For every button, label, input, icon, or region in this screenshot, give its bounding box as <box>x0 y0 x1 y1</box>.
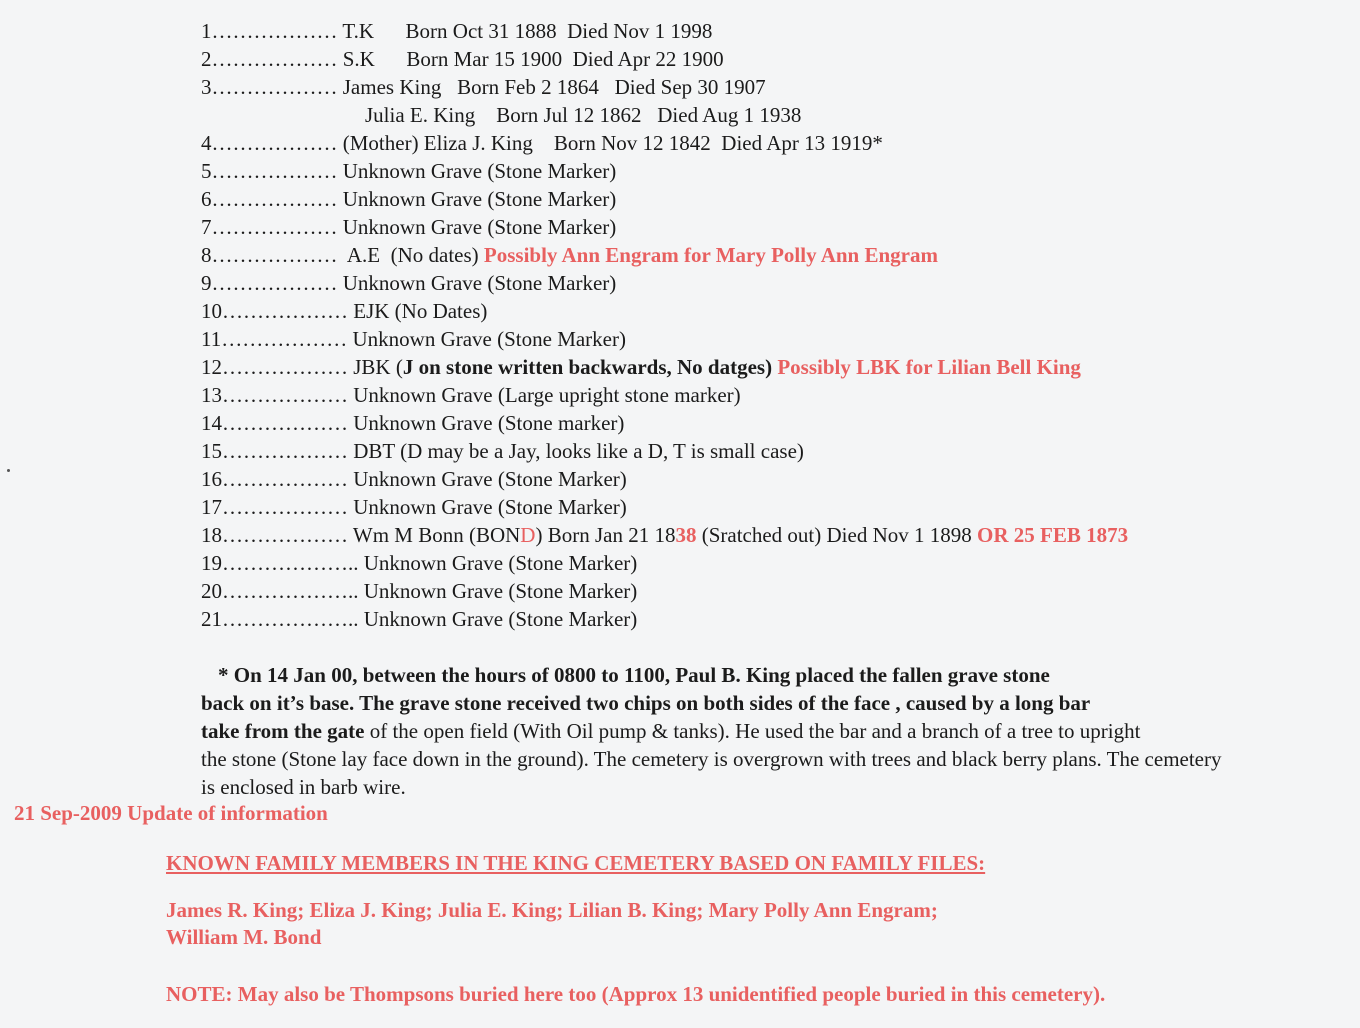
entry-8: 8……………… A.E (No dates) Possibly Ann Engram for Mary Polly Ann Engram <box>201 243 938 267</box>
entry-20: 20……………….. Unknown Grave (Stone Marker) <box>201 579 638 603</box>
note-line-3: take from the gate of the open field (With Oil pump & tanks). He used the bar and a branch of a tree to upright <box>201 719 1141 743</box>
note-line-5: is enclosed in barb wire. <box>201 775 406 799</box>
entry-12: 12……………… JBK (J on stone written backwards, No datges) Possibly LBK for Lilian Bell King <box>201 355 1081 379</box>
entry-13: 13……………… Unknown Grave (Large upright stone marker) <box>201 383 741 407</box>
entry-16: 16……………… Unknown Grave (Stone Marker) <box>201 467 627 491</box>
entry-6: 6……………… Unknown Grave (Stone Marker) <box>201 187 617 211</box>
entry-14: 14……………… Unknown Grave (Stone marker) <box>201 411 625 435</box>
entry-10: 10……………… EJK (No Dates) <box>201 299 488 323</box>
scan-speck <box>7 469 10 472</box>
entry-21: 21……………….. Unknown Grave (Stone Marker) <box>201 607 638 631</box>
entry-4: 4……………… (Mother) Eliza J. King Born Nov 12 1842 Died Apr 13 1919* <box>201 131 883 155</box>
update-heading: 21 Sep-2009 Update of information <box>14 801 328 825</box>
entry-19: 19……………….. Unknown Grave (Stone Marker) <box>201 551 638 575</box>
known-family-list-line-1: James R. King; Eliza J. King; Julia E. King; Lilian B. King; Mary Polly Ann Engram; <box>166 898 938 922</box>
entry-15: 15……………… DBT (D may be a Jay, looks like a D, T is small case) <box>201 439 804 463</box>
note-line-4: the stone (Stone lay face down in the ground). The cemetery is overgrown with trees and black berry plans. The cemetery <box>201 747 1222 771</box>
entry-11: 11……………… Unknown Grave (Stone Marker) <box>201 327 626 351</box>
entry-1: 1……………… T.K Born Oct 31 1888 Died Nov 1 1998 <box>201 19 713 43</box>
entry-7: 7……………… Unknown Grave (Stone Marker) <box>201 215 617 239</box>
entry-3b: Julia E. King Born Jul 12 1862 Died Aug 1 1938 <box>365 103 802 127</box>
annotation-red: Possibly Ann Engram for Mary Polly Ann Engram <box>483 243 938 267</box>
entry-17: 17……………… Unknown Grave (Stone Marker) <box>201 495 627 519</box>
known-family-heading: KNOWN FAMILY MEMBERS IN THE KING CEMETERY BASED ON FAMILY FILES: <box>166 851 986 875</box>
entry-3: 3……………… James King Born Feb 2 1864 Died Sep 30 1907 <box>201 75 766 99</box>
annotation-red: Possibly LBK for Lilian Bell King <box>772 355 1081 379</box>
note-line-2: back on it’s base. The grave stone received two chips on both sides of the face , caused by a long bar <box>201 691 1091 715</box>
entry-2: 2……………… S.K Born Mar 15 1900 Died Apr 22 1900 <box>201 47 724 71</box>
annotation-red: OR 25 FEB 1873 <box>977 523 1129 547</box>
entry-18: 18……………… Wm M Bonn (BOND) Born Jan 21 1838 (Sratched out) Died Nov 1 1898 OR 25 FEB 1873 <box>201 523 1129 547</box>
entry-5: 5……………… Unknown Grave (Stone Marker) <box>201 159 617 183</box>
final-note: NOTE: May also be Thompsons buried here too (Approx 13 unidentified people buried in this cemetery). <box>166 982 1106 1006</box>
known-family-list-line-2: William M. Bond <box>166 925 322 949</box>
entry-9: 9……………… Unknown Grave (Stone Marker) <box>201 271 617 295</box>
note-line-1: * On 14 Jan 00, between the hours of 0800 to 1100, Paul B. King placed the fallen grave stone <box>218 663 1050 687</box>
